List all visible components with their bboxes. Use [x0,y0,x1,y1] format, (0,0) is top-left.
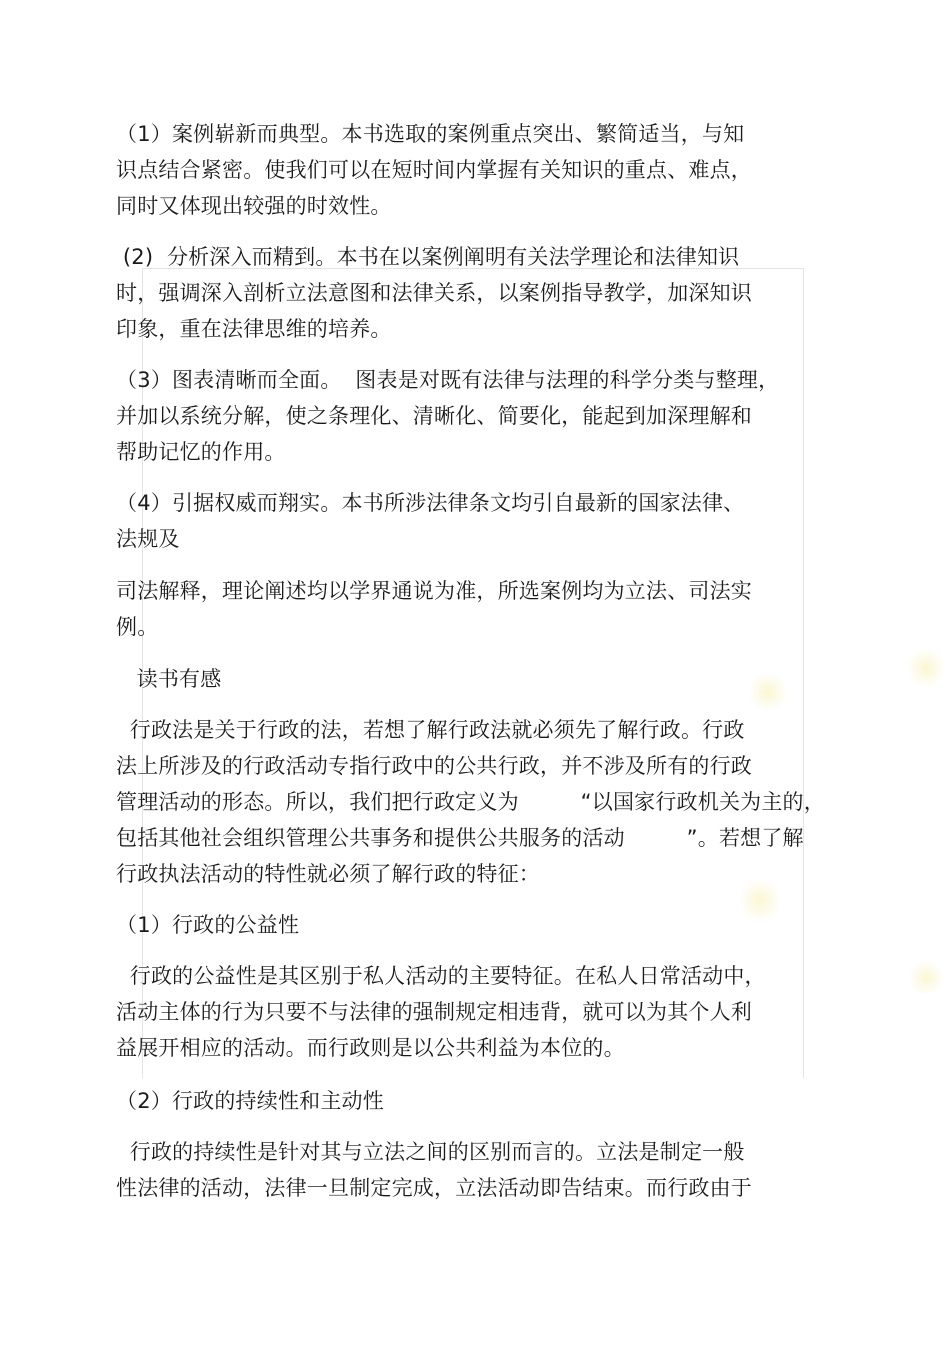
text-line: 益展开相应的活动。而行政则是以公共利益为本位的。 [116,1036,625,1060]
text-line: 印象，重在法律思维的培养。 [116,317,392,341]
text-line: 法上所涉及的行政活动专指行政中的公共行政，并不涉及所有的行政 [116,754,752,778]
text-line: 时，强调深入剖析立法意图和法律关系，以案例指导教学，加深知识 [116,281,752,305]
text-line: 管理活动的形态。所以，我们把行政定义为 “以国家行政机关为主的， [116,790,825,814]
text-line: 帮助记忆的作用。 [116,440,286,464]
scan-spot [908,960,944,996]
text-line: （3）图表清晰而全面。 图表是对既有法律与法理的科学分类与整理， [116,368,780,392]
text-line: 行政的持续性是针对其与立法之间的区别而言的。立法是制定一般 [116,1140,745,1164]
scan-spot [906,648,946,688]
text-line: 法规及 [116,527,180,551]
text-line: 例。 [116,615,159,639]
text-line: 包括其他社会组织管理公共事务和提供公共服务的活动 ”。若想了解 [116,826,804,850]
text-line: （1）案例崭新而典型。本书选取的案例重点突出、繁简适当，与知 [116,122,745,146]
text-line: 并加以系统分解，使之条理化、清晰化、简要化，能起到加深理解和 [116,404,752,428]
text-line: 行政执法活动的特性就必须了解行政的特征： [116,862,540,886]
subheading: （1）行政的公益性 [116,913,300,937]
text-line: 同时又体现出较强的时效性。 [116,194,392,218]
text-line: 行政法是关于行政的法，若想了解行政法就必须先了解行政。行政 [116,718,745,742]
section-heading: 读书有感 [116,667,222,691]
scan-spot [748,672,788,712]
text-line: 识点结合紧密。使我们可以在短时间内掌握有关知识的重点、难点， [116,158,752,182]
text-line: 活动主体的行为只要不与法律的强制规定相违背，就可以为其个人利 [116,1000,752,1024]
text-line: 性法律的活动，法律一旦制定完成，立法活动即告结束。而行政由于 [116,1176,752,1200]
scan-spot [738,878,782,922]
text-line: 司法解释，理论阐述均以学界通说为准，所选案例均为立法、司法实 [116,579,752,603]
scan-frame-right [803,268,804,1078]
subheading: （2）行政的持续性和主动性 [116,1089,384,1113]
text-line: (2) 分析深入而精到。本书在以案例阐明有关法学理论和法律知识 [116,245,740,269]
text-line: 行政的公益性是其区别于私人活动的主要特征。在私人日常活动中， [116,964,766,988]
text-line: （4）引据权威而翔实。本书所涉法律条文均引自最新的国家法律、 [116,491,745,515]
